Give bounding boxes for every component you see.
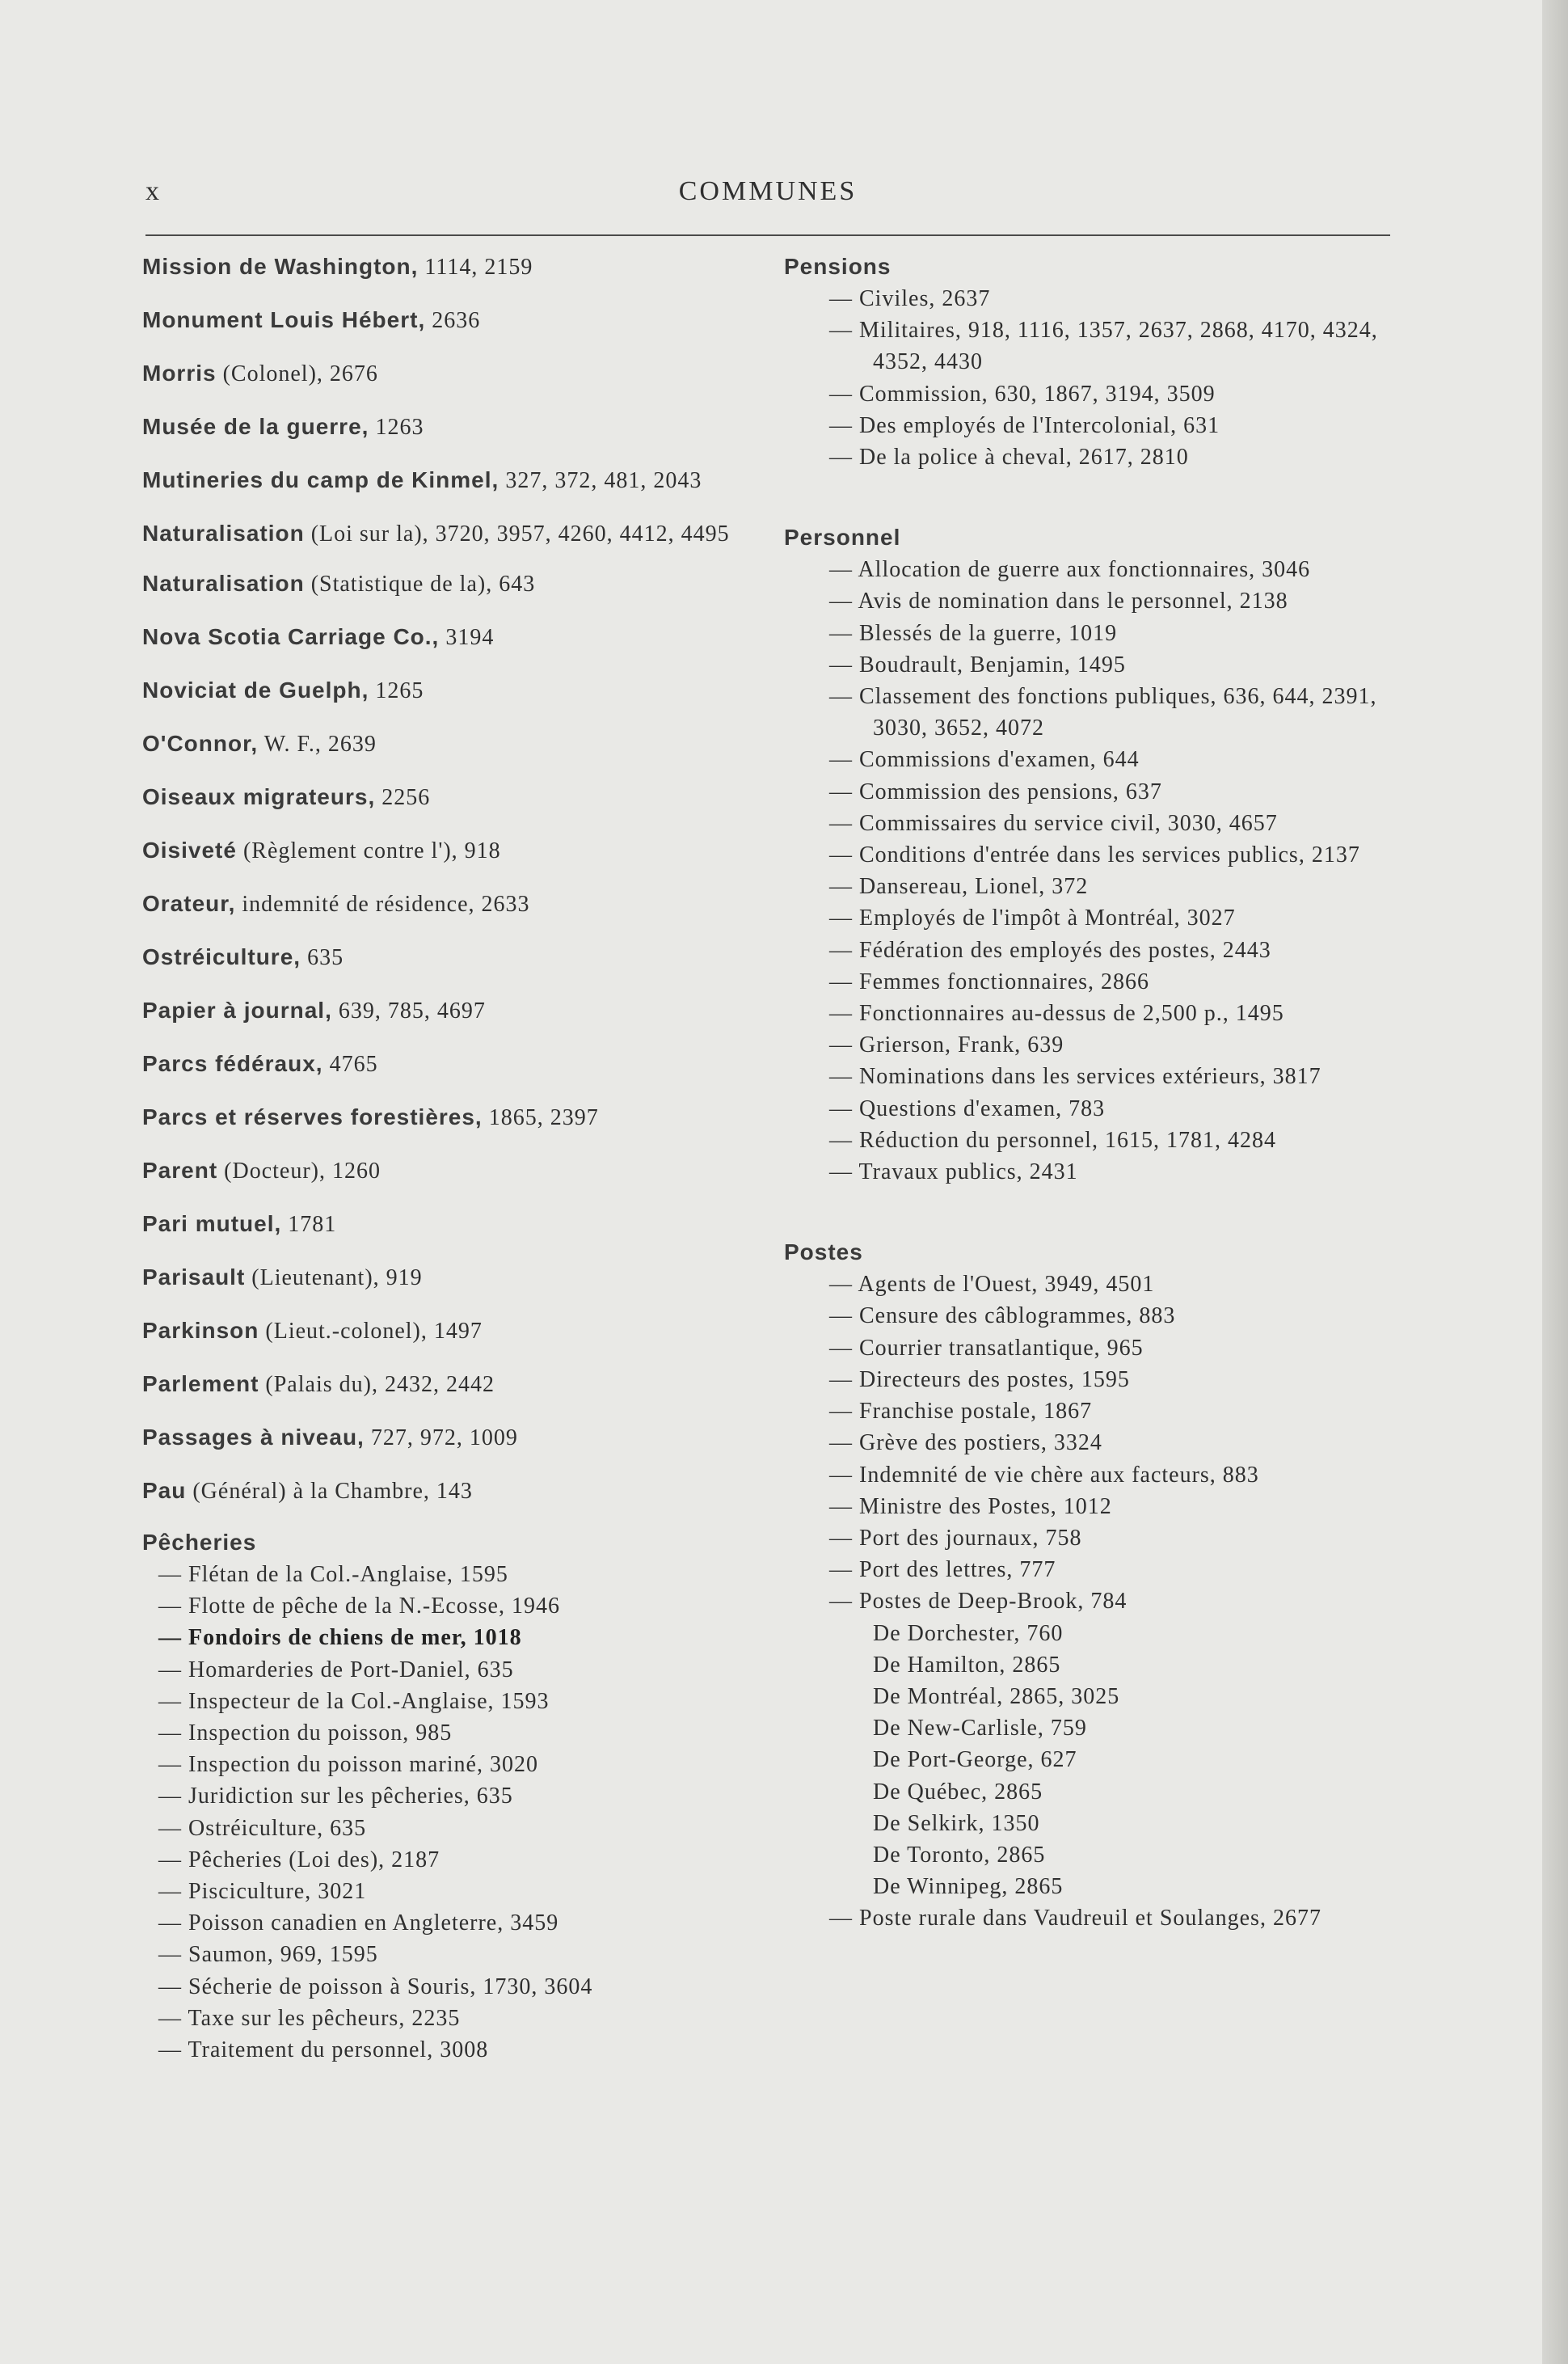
sub-entry: — Inspection du poisson mariné, 3020 [158, 1752, 538, 1778]
sub-entry: — Commissions d'examen, 644 [829, 747, 1140, 773]
index-entry: Passages à niveau, 727, 972, 1009 [142, 1425, 518, 1450]
sub-entry: — Commission, 630, 1867, 3194, 3509 [829, 381, 1216, 407]
sub-entry: — Civiles, 2637 [829, 286, 991, 311]
sub-entry: — Employés de l'impôt à Montréal, 3027 [829, 905, 1236, 931]
section-title: Personnel [784, 525, 901, 551]
sub-entry: — Port des journaux, 758 [829, 1525, 1082, 1551]
right-column [784, 251, 1406, 1983]
sub-entry: — Travaux publics, 2431 [829, 1159, 1078, 1185]
sub-entry: — Classement des fonctions publiques, 636, 644, 2391, 3030, 3652, 4072 [829, 684, 1377, 741]
index-entry: Parcs et réserves forestières, 1865, 2397 [142, 1104, 599, 1130]
sub-entry: — Flotte de pêche de la N.-Ecosse, 1946 [158, 1594, 560, 1619]
sub-entry: — Port des lettres, 777 [829, 1557, 1056, 1583]
section-personnel [784, 521, 1406, 1188]
sub-entry: — Taxe sur les pêcheurs, 2235 [158, 2005, 461, 2031]
sub-entry: — Dansereau, Lionel, 372 [829, 874, 1089, 900]
sub-entry: — Agents de l'Ouest, 3949, 4501 [829, 1272, 1155, 1298]
sub-entry: — Franchise postale, 1867 [829, 1399, 1093, 1425]
header-rule [145, 234, 1390, 236]
index-entry: Ostréiculture, 635 [142, 944, 344, 970]
sub-sub-entry: De Hamilton, 2865 [873, 1652, 1061, 1678]
sub-entry: — Grierson, Frank, 639 [829, 1032, 1064, 1058]
index-entry: Nova Scotia Carriage Co., 3194 [142, 624, 495, 650]
section-pensions [784, 251, 1406, 473]
sub-entry: — Censure des câblogrammes, 883 [829, 1303, 1176, 1329]
sub-entry: — Inspecteur de la Col.-Anglaise, 1593 [158, 1688, 550, 1714]
index-entry: Morris (Colonel), 2676 [142, 361, 378, 386]
sub-entry: — Conditions d'entrée dans les services publics, 2137 [829, 842, 1360, 868]
section-title: Pêcheries [142, 1530, 257, 1555]
sub-entry: — Boudrault, Benjamin, 1495 [829, 652, 1126, 678]
sub-sub-entry: De Dorchester, 760 [873, 1620, 1064, 1646]
index-entry: Mission de Washington, 1114, 2159 [142, 254, 533, 280]
sub-sub-entry: De Port-George, 627 [873, 1747, 1077, 1773]
sub-entry: — Avis de nomination dans le personnel, 2138 [829, 589, 1288, 614]
sub-entry: — Saumon, 969, 1595 [158, 1942, 378, 1968]
index-entry: Pari mutuel, 1781 [142, 1211, 337, 1237]
index-entry: Mutineries du camp de Kinmel, 327, 372, 481, 2043 [142, 467, 702, 493]
page-edge [1542, 0, 1568, 2364]
index-entry: Parlement (Palais du), 2432, 2442 [142, 1371, 495, 1397]
index-entry: Noviciat de Guelph, 1265 [142, 678, 424, 703]
index-entry: Orateur, indemnité de résidence, 2633 [142, 891, 530, 917]
sub-entry: — Réduction du personnel, 1615, 1781, 4284 [829, 1127, 1276, 1153]
sub-entry: — Femmes fonctionnaires, 2866 [829, 969, 1150, 994]
index-entry: Pau (Général) à la Chambre, 143 [142, 1478, 473, 1504]
running-title: COMMUNES [678, 176, 858, 206]
index-entry: Naturalisation (Loi sur la), 3720, 3957, 4260, 4412, 4495 [142, 521, 730, 547]
sub-entry: — Grève des postiers, 3324 [829, 1430, 1102, 1456]
sub-entry: — Flétan de la Col.-Anglaise, 1595 [158, 1562, 508, 1587]
index-entry: Monument Louis Hébert, 2636 [142, 307, 481, 333]
sub-entry: — Des employés de l'Intercolonial, 631 [829, 412, 1220, 438]
sub-entry: — Militaires, 918, 1116, 1357, 2637, 2868, 4170, 4324, 4352, 4430 [829, 318, 1378, 375]
sub-entry: — Poisson canadien en Angleterre, 3459 [158, 1910, 559, 1936]
sub-sub-entry: De New-Carlisle, 759 [873, 1716, 1087, 1741]
sub-entry: — Fondoirs de chiens de mer, 1018 [158, 1625, 522, 1651]
left-column [142, 251, 773, 2066]
sub-sub-entry: De Toronto, 2865 [873, 1842, 1046, 1868]
section-title: Pensions [784, 254, 891, 279]
sub-entry: — Homarderies de Port-Daniel, 635 [158, 1657, 514, 1682]
page-number: x [145, 176, 160, 206]
sub-sub-entry: De Winnipeg, 2865 [873, 1874, 1064, 1900]
sub-sub-entry: De Québec, 2865 [873, 1779, 1043, 1805]
sub-entry: — Pêcheries (Loi des), 2187 [158, 1847, 440, 1872]
index-entry: Papier à journal, 639, 785, 4697 [142, 998, 486, 1024]
sub-sub-entry: De Selkirk, 1350 [873, 1810, 1040, 1836]
sub-entry: — Poste rurale dans Vaudreuil et Soulanges, 2677 [829, 1906, 1321, 1931]
sub-entry: — Allocation de guerre aux fonctionnaires, 3046 [829, 557, 1311, 583]
index-entry: Oisiveté (Règlement contre l'), 918 [142, 838, 501, 863]
index-entry: Parkinson (Lieut.-colonel), 1497 [142, 1318, 483, 1344]
sub-entry: — Courrier transatlantique, 965 [829, 1335, 1144, 1361]
sub-entry: — Postes de Deep-Brook, 784 [829, 1589, 1128, 1615]
sub-entry: — Blessés de la guerre, 1019 [829, 620, 1118, 646]
sub-entry: — Indemnité de vie chère aux facteurs, 883 [829, 1462, 1259, 1488]
sub-entry: — Juridiction sur les pêcheries, 635 [158, 1784, 513, 1809]
page-header [145, 176, 1390, 217]
sub-entry: — Traitement du personnel, 3008 [158, 2037, 489, 2063]
sub-entry: — Commission des pensions, 637 [829, 779, 1162, 804]
sub-entry: — Ostréiculture, 635 [158, 1815, 367, 1841]
index-entry: Parent (Docteur), 1260 [142, 1158, 381, 1184]
sub-entry: — Commissaires du service civil, 3030, 4657 [829, 810, 1278, 836]
section-pecheries [142, 1526, 773, 2066]
sub-sub-entry: De Montréal, 2865, 3025 [873, 1683, 1120, 1709]
index-entry: Parisault (Lieutenant), 919 [142, 1264, 423, 1290]
sub-entry: — Directeurs des postes, 1595 [829, 1366, 1130, 1392]
sub-entry: — Ministre des Postes, 1012 [829, 1493, 1112, 1519]
sub-entry: — Questions d'examen, 783 [829, 1095, 1106, 1121]
sub-entry: — Fédération des employés des postes, 2443 [829, 937, 1271, 963]
sub-entry: — De la police à cheval, 2617, 2810 [829, 445, 1189, 471]
index-entry: Naturalisation (Statistique de la), 643 [142, 571, 536, 597]
index-entry: Parcs fédéraux, 4765 [142, 1051, 378, 1077]
section-postes [784, 1236, 1406, 1934]
sub-entry: — Sécherie de poisson à Souris, 1730, 3604 [158, 1974, 593, 1999]
index-entry: Musée de la guerre, 1263 [142, 414, 424, 440]
section-title: Postes [784, 1239, 863, 1265]
sub-entry: — Nominations dans les services extérieurs, 3817 [829, 1064, 1321, 1090]
index-entry: O'Connor, W. F., 2639 [142, 731, 377, 757]
sub-entry: — Inspection du poisson, 985 [158, 1720, 453, 1746]
index-entry: Oiseaux migrateurs, 2256 [142, 784, 431, 810]
sub-entry: — Pisciculture, 3021 [158, 1879, 367, 1905]
sub-entry: — Fonctionnaires au-dessus de 2,500 p., 1495 [829, 1001, 1284, 1027]
